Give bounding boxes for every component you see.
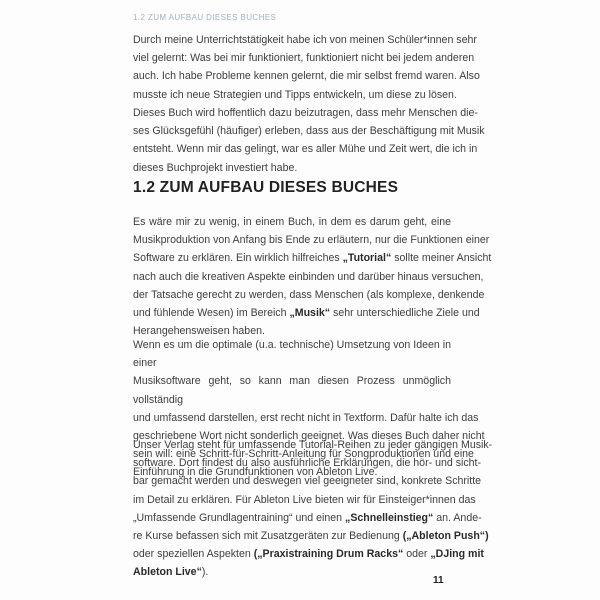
running-head: 1.2 ZUM AUFBAU DIESES BUCHES: [133, 13, 277, 22]
bold-term: „DJing mit: [430, 548, 484, 561]
text-line: sein will: eine Schritt-für-Schritt-Anleitung für Songproduktionen und eine: [133, 448, 474, 461]
text-line: bar gemacht werden und deswegen viel geeigneter sind, konkrete Schritte: [133, 475, 482, 488]
text-line: Ableton Live“).: [133, 566, 209, 579]
text-line: oder speziellen Aspekten („Praxistraining Drum Racks“ oder „DJing mit: [133, 548, 484, 561]
text-line: entsteht. Wenn mir das gelingt, war es aller Mühe und Zeit wert, die ich in: [133, 143, 478, 156]
bold-term: „Tutorial“: [342, 252, 392, 265]
text-line: Software zu erklären. Ein wirklich hilfreiches „Tutorial“ sollte meiner Ansicht: [133, 252, 492, 265]
text-line: Wenn es um die optimale (u.a. technische) Umsetzung von Ideen in einer: [133, 339, 451, 370]
section-heading: 1.2 ZUM AUFBAU DIESES BUCHES: [133, 179, 399, 196]
text-line: im Detail zu erklären. Für Ableton Live bieten wir für Einsteiger*innen das: [133, 493, 476, 506]
page-number: 11: [433, 575, 444, 586]
text-line: der Tatsache gerecht zu werden, dass Menschen (als komplexe, denkende: [133, 288, 485, 301]
text-line: Herangehensweisen haben.: [133, 325, 265, 338]
text-line: Einführung in die Grundfunktionen von Ableton Live.: [133, 466, 378, 479]
text-line: Durch meine Unterrichtstätigkeit habe ich von meinen Schüler*innen sehr: [133, 34, 477, 46]
text-line: Musiksoftware geht, so kann man diesen Prozess unmöglich vollständig: [133, 375, 451, 406]
intro-paragraph-2: [133, 104, 485, 177]
text-line: Unser Verlag steht für umfassende Tutorial-Reihen zu jeder gängigen Musik-: [133, 439, 493, 451]
text-line: Musikproduktion von Anfang bis Ende zu erläutern, nur die Funktionen einer: [133, 234, 490, 247]
text-line: nach auch die kreativen Aspekte einbinden und darüber hinaus versuchen,: [133, 270, 484, 283]
intro-paragraph-1: [133, 31, 480, 104]
bold-term: „Musik“: [289, 307, 331, 320]
text-line: und fühlende Wesen) im Bereich „Musik“ sehr unterschiedliche Ziele und: [133, 307, 480, 320]
text-line: viel gelernt: Was bei mir funktioniert, funktioniert nicht bei jedem anderen: [133, 52, 475, 65]
text-line: re Kurse befassen sich mit Zusatzgeräten zur Bedienung („Ableton Push“): [133, 530, 489, 543]
bold-term: „Schnelleinstieg“: [345, 511, 434, 524]
text-line: geschriebene Wort nicht sonderlich geeignet. Was dieses Buch daher nicht: [133, 430, 485, 443]
bold-term: Ableton Live“: [133, 566, 202, 579]
text-line: Es wäre mir zu wenig, in einem Buch, in dem es darum geht, eine: [133, 216, 451, 228]
text-line: auch. Ich habe Probleme kennen gelernt, die mir selbst fremd waren. Also: [133, 70, 480, 83]
text-line: Dieses Buch wird hoffentlich dazu beizutragen, dass mehr Menschen die-: [133, 107, 478, 119]
text-line: und umfassend darstellen, erst recht nicht in Textform. Dafür halte ich das: [133, 411, 479, 424]
bold-term: („Ableton Push“): [402, 530, 489, 543]
text-line: „Umfassende Grundlagentraining“ und einen „Schnelleinstieg“ an. Ande-: [133, 511, 482, 524]
text-line: software. Dort findest du also ausführliche Erklärungen, die hör- und sicht-: [133, 457, 482, 470]
text-line: musste ich neue Strategien und Tipps entwickeln, um diese zu lösen.: [133, 88, 457, 101]
bold-term: („Praxistraining Drum Racks“: [253, 548, 404, 561]
section-paragraph-1: [133, 213, 492, 340]
text-line: ses Glücksgefühl (häufiger) erleben, dass aus der Beschäftigung mit Musik: [133, 125, 485, 138]
text-line: dieses Buchprojekt investiert habe.: [133, 161, 298, 174]
